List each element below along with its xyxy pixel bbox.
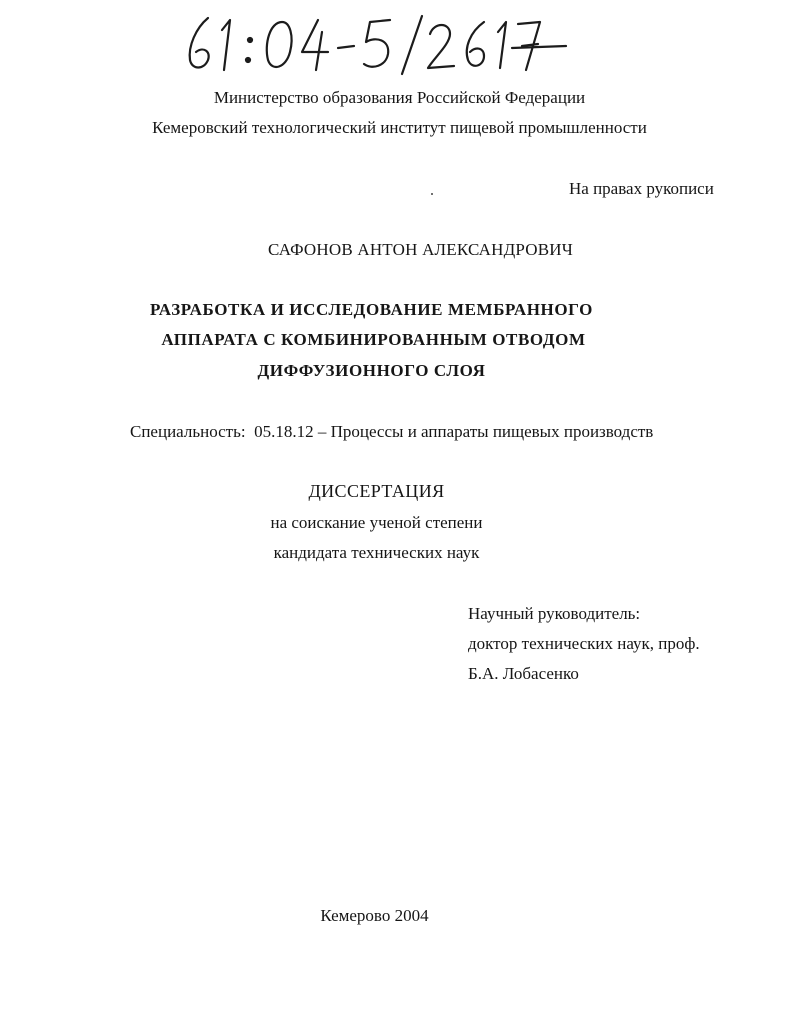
supervisor-label: Научный руководитель:: [468, 604, 641, 623]
title-line-2: АППАРАТА С КОМБИНИРОВАННЫМ ОТВОДОМ: [161, 330, 586, 349]
specialty-value: 05.18.12 – Процессы и аппараты пищевых производств: [254, 422, 654, 441]
author-name: САФОНОВ АНТОН АЛЕКСАНДРОВИЧ: [268, 240, 574, 259]
degree-line-2: кандидата технических наук: [273, 543, 480, 562]
rights-note: На правах рукописи: [569, 179, 714, 198]
dissertation-label: ДИССЕРТАЦИЯ: [308, 481, 445, 501]
scan-speck: [431, 193, 433, 195]
title-line-1: РАЗРАБОТКА И ИССЛЕДОВАНИЕ МЕМБРАННОГО: [149, 300, 594, 319]
specialty-line: [130, 422, 653, 442]
handwritten-archive-number: [178, 8, 578, 80]
supervisor-name: Б.А. Лобасенко: [468, 664, 579, 683]
supervisor-degree: доктор технических наук, проф.: [468, 634, 700, 653]
city-and-year: Кемерово 2004: [320, 906, 429, 925]
institute-name: Кемеровский технологический институт пищевой промышленности: [152, 118, 647, 137]
title-line-3: ДИФФУЗИОННОГО СЛОЯ: [257, 361, 486, 380]
degree-line-1: на соискание ученой степени: [270, 513, 483, 532]
ministry-name: Министерство образования Российской Федерации: [213, 88, 586, 107]
specialty-label: Специальность:: [130, 422, 246, 441]
